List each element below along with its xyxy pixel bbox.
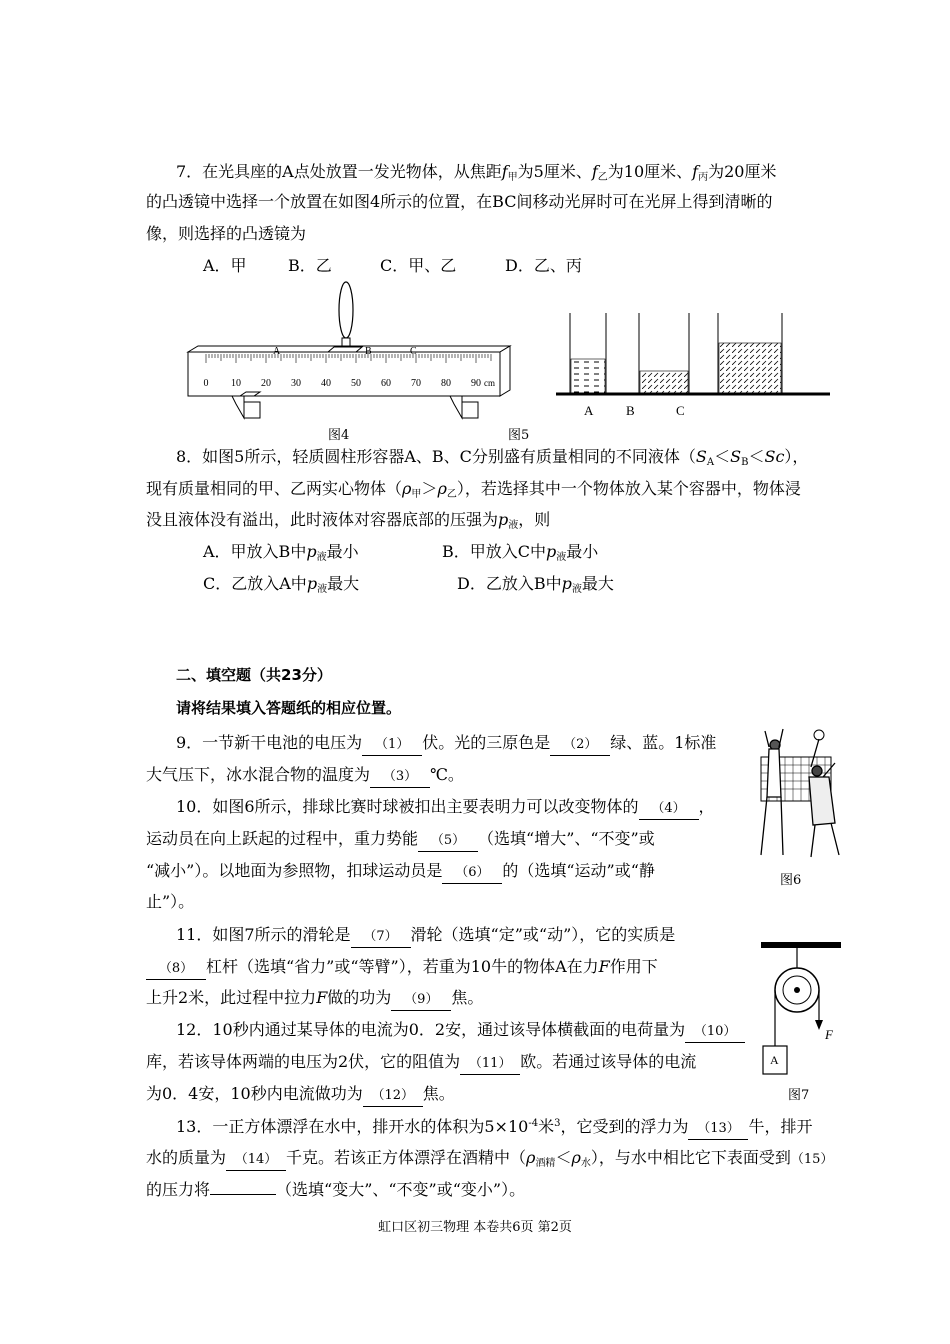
figure-6-volleyball [757,727,847,862]
answer-blank-10: （10） [685,1022,745,1043]
q13-line3: 的压力将 （选填“变大”、“不变”或“变小”）。 [146,1180,526,1199]
convex-lens [339,282,353,338]
force-arrow [815,1020,823,1030]
point-c-label: C [410,346,417,357]
q9-line1: 9．一节新干电池的电压为 （1） 伏。光的三原色是 （2） 绿、蓝。1标准 [176,733,716,756]
q7-line3: 像，则选择的凸透镜为 [146,224,307,243]
scale-tick-label: 90 [471,378,481,389]
scale-tick-label: 60 [381,378,391,389]
q8-line3: 没且液体没有溢出，此时液体对容器底部的压强为$p_液$，则 [146,510,551,531]
q10-line2: 运动员在向上跃起的过程中，重力势能 （5） （选填“增大”、“不变”或 [146,829,655,852]
q7-option-d: D．乙、丙 [505,256,582,275]
container-c-label: C [676,403,685,418]
q12-line1: 12．10秒内通过某导体的电流为0．2安，通过该导体横截面的电荷量为 （10） [176,1020,745,1043]
figure-7-pulley [757,938,847,1078]
ceiling [761,942,841,948]
answer-blank-6: （6） [442,863,502,884]
q10-line3: “减小”）。以地面为参照物，扣球运动员是 （6） 的（选填“运动”或“静 [146,861,655,884]
q8-line1: 8．如图5所示，轻质圆柱形容器A、B、C分别盛有质量相同的不同液体$(S_A<S_B<Sc)$， [176,447,809,468]
container-c [718,313,782,393]
figure-5-containers [552,305,832,425]
answer-blank-1: （1） [362,735,422,756]
q7-option-a: A．甲 [203,256,247,275]
scale-tick-label: 50 [351,378,361,389]
section-2-instruction: 请将结果填入答题纸的相应位置。 [176,699,402,717]
scale-tick-label: 20 [261,378,271,389]
q11-line3: 上升2米，此过程中拉力F做的功为 （9） 焦。 [146,988,483,1011]
answer-blank-2: （2） [550,735,610,756]
answer-blank-15 [210,1194,276,1195]
q12-line3: 为0．4安，10秒内电流做功为 （12） 焦。 [146,1084,455,1107]
answer-blank-5: （5） [418,831,478,852]
section-2-title: 二、填空题（共23分） [176,666,332,684]
bench-front [188,352,500,396]
figure-4-caption: 图4 [328,428,350,443]
answer-blank-14: （14） [226,1150,286,1171]
q13-line1: 13．一正方体漂浮在水中，排开水的体积为$5\times 10^{-4}$米$^3$，它受到的浮力为 （13） 牛，排开 [176,1114,812,1140]
container-b-label: B [626,403,635,418]
q8-option-b: B．甲放入C中$p_液$最小 [442,542,599,563]
container-a [570,313,606,393]
block-a-label: A [770,1053,779,1067]
figure-6-caption: 图6 [780,873,802,888]
scale-tick-label: 10 [231,378,241,389]
force-label: F [825,1027,833,1042]
q11-line2: （8） 杠杆（选填“省力”或“等臂”），若重为10牛的物体A在力F作用下 [146,957,658,980]
scale-tick-label: 30 [291,378,301,389]
page-footer: 虹口区初三物理 本卷共6页 第2页 [378,1220,572,1235]
q7-line1: 7．在光具座的A点处放置一发光物体，从焦距$f_甲$为5厘米、$f_乙$为10厘米、$f_丙$为20厘米 [176,162,777,183]
point-a-label: A [273,346,281,357]
figure-5-caption: 图5 [508,428,530,443]
scale-tick-label: 40 [321,378,331,389]
q12-line2: 库，若该导体两端的电压为2伏，它的阻值为 （11） 欧。若通过该导体的电流 [146,1052,696,1075]
answer-blank-11: （11） [460,1054,520,1075]
lens-base [328,347,362,352]
answer-blank-4: （4） [639,799,699,820]
scale-tick-label: 0 [203,378,209,389]
q13-line2: 水的质量为 （14） 千克。若该正方体漂浮在酒精中$(\rho_{酒精}<\rho_水)$，与水中相比它下表面受到（15） [146,1148,834,1169]
q10-line4: 止”）。 [146,892,195,911]
figure-4-optical-bench [182,280,522,420]
answer-blank-8: （8） [146,959,206,980]
answer-blank-3: （3） [370,767,430,788]
q7-option-c: C．甲、乙 [380,256,457,275]
q8-option-a: A．甲放入B中$p_液$最小 [203,542,359,563]
point-b-label: B [365,346,372,357]
scale-tick-label: 80 [441,378,451,389]
figure-7-caption: 图7 [788,1088,810,1103]
container-a-label: A [584,403,594,418]
container-b [639,313,689,393]
q8-option-c: C．乙放入A中$p_液$最大 [203,574,360,595]
q8-line2: 现有质量相同的甲、乙两实心物体$(\rho_甲>\rho_乙)$，若选择其中一个物体放入某个容器中，物体浸 [146,479,801,500]
answer-blank-12: （12） [363,1086,423,1107]
answer-blank-13: （13） [688,1119,748,1140]
q9-line2: 大气压下，冰水混合物的温度为 （3） ℃。 [146,765,464,788]
answer-blank-7: （7） [351,927,411,948]
q10-line1: 10．如图6所示，排球比赛时球被扣出主要表明力可以改变物体的 （4） ， [176,797,715,820]
answer-blank-9: （9） [391,990,451,1011]
scale-tick-label: 70 [411,378,421,389]
volleyball-icon [814,730,824,740]
q11-line1: 11．如图7所示的滑轮是 （7） 滑轮（选填“定”或“动”），它的实质是 [176,925,675,948]
q8-option-d: D．乙放入B中$p_液$最大 [457,574,614,595]
q7-line2: 的凸透镜中选择一个放置在如图4所示的位置，在BC间移动光屏时可在光屏上得到清晰的 [146,192,773,211]
q7-option-b: B．乙 [288,256,332,275]
scale-unit: cm [484,378,495,388]
